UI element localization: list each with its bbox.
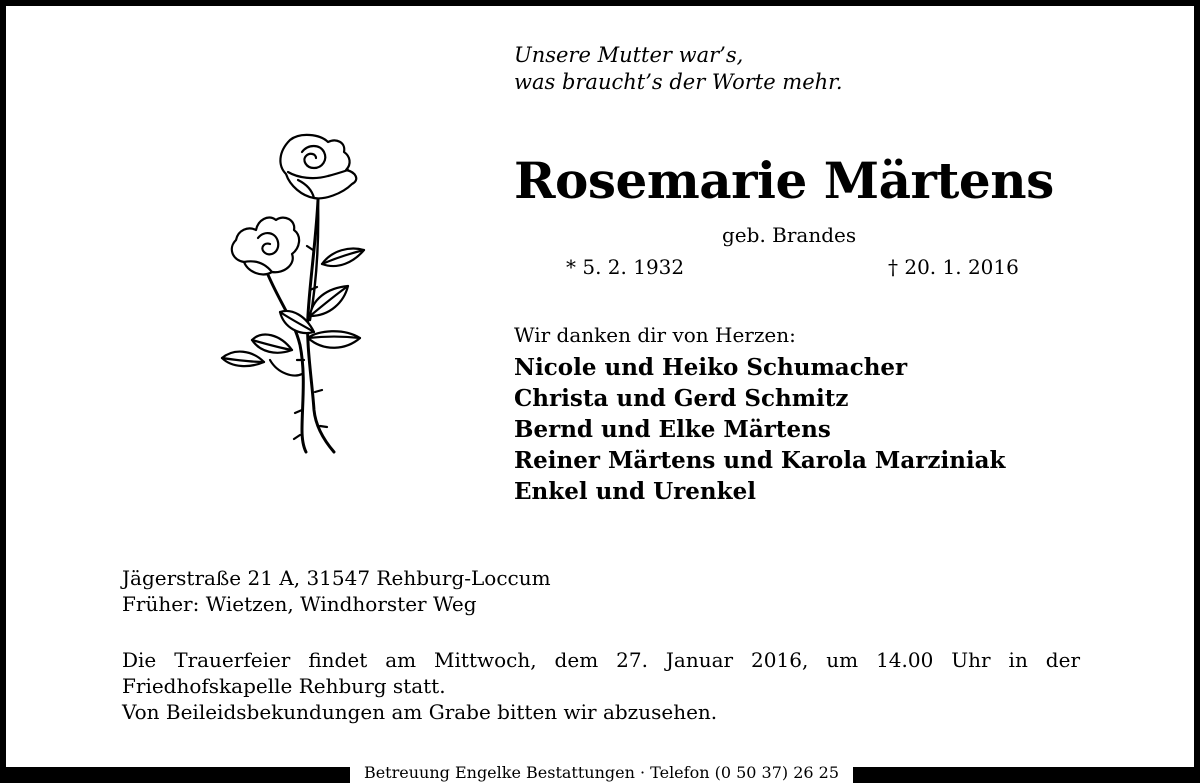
born-name: geb. Brandes <box>722 223 857 247</box>
address-line-1: Jägerstraße 21 A, 31547 Rehburg-Loccum <box>122 566 551 590</box>
death-date: † 20. 1. 2016 <box>888 255 1019 279</box>
thanks-intro: Wir danken dir von Herzen: <box>514 323 796 347</box>
address-block <box>122 565 551 617</box>
deceased-name: Rosemarie Märtens <box>514 151 1054 210</box>
ceremony-line-1: Die Trauerfeier findet am Mittwoch, dem 27. Januar 2016, um 14.00 Uhr in der <box>122 648 1080 672</box>
footer-rule-right <box>853 767 1200 781</box>
ceremony-line-3: Von Beileidsbekundungen am Grabe bitten wir abzusehen. <box>122 700 718 724</box>
ceremony-line-2: Friedhofskapelle Rehburg statt. <box>122 674 446 698</box>
motto-line-2: was braucht’s der Worte mehr. <box>514 70 843 94</box>
address-line-2: Früher: Wietzen, Windhorster Weg <box>122 592 477 616</box>
mourners-list <box>514 352 1006 507</box>
mourner-item: Christa und Gerd Schmitz <box>514 385 849 412</box>
footer-rule-left <box>0 767 350 781</box>
birth-date: * 5. 2. 1932 <box>566 255 685 279</box>
mourner-item: Reiner Märtens und Karola Marziniak <box>514 447 1006 474</box>
mourner-item: Enkel und Urenkel <box>514 478 756 505</box>
mourner-item: Nicole und Heiko Schumacher <box>514 354 908 381</box>
ceremony-block <box>122 647 1080 725</box>
motto-line-1: Unsere Mutter war’s, <box>514 43 744 67</box>
motto <box>514 42 843 96</box>
mourner-item: Bernd und Elke Märtens <box>514 416 831 443</box>
undertaker-footer: Betreuung Engelke Bestattungen · Telefon (0 50 37) 26 25 <box>350 763 853 783</box>
rose-illustration-icon <box>218 130 368 460</box>
